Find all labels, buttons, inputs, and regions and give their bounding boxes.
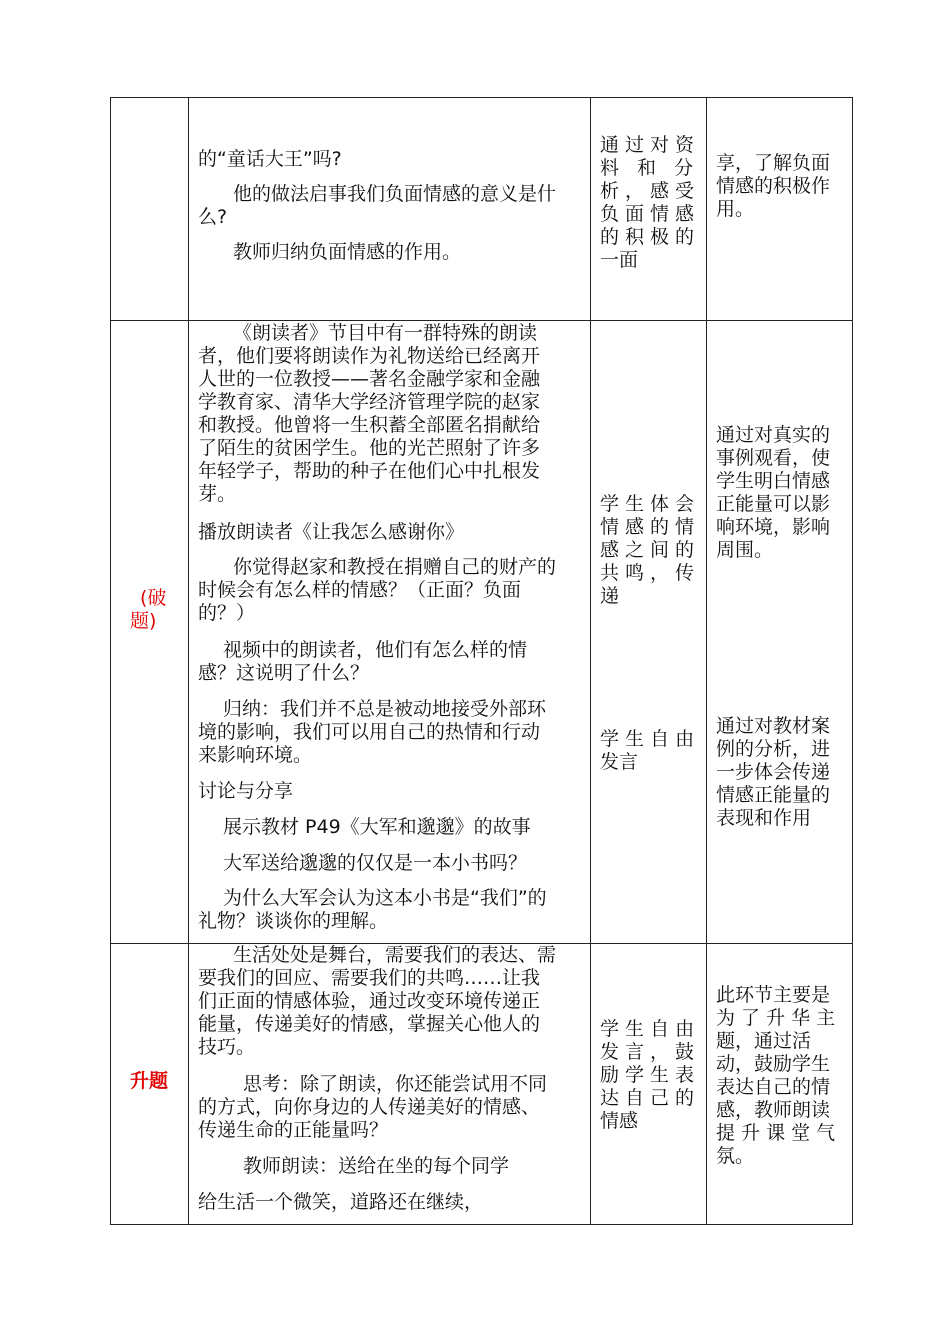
student-line: 感之间的 [600, 539, 701, 561]
intent-line: 题，通过活 [716, 1030, 812, 1052]
content-line: 思考：除了朗读，你还能尝试用不同 [243, 1073, 548, 1095]
content-line: 人世的一位教授——著名金融学家和金融 [198, 368, 541, 390]
content-line: 者，他们要将朗读作为礼物送给已经离开 [198, 345, 541, 367]
intent-line: 表现和作用 [716, 807, 812, 829]
col-divider-2 [590, 97, 591, 1225]
content-line: 的方式，向你身边的人传递美好的情感、 [198, 1096, 541, 1118]
content-line: 感？这说明了什么？ [198, 662, 370, 684]
intent-line: 事例观看，使 [716, 447, 831, 469]
content-line: 了陌生的贫困学生。他的光芒照射了许多 [198, 437, 541, 459]
student-line: 励学生表 [600, 1064, 701, 1086]
intent-line: 通过对教材案 [716, 715, 831, 737]
student-line: 递 [600, 585, 620, 607]
intent-line: 动，鼓励学生 [716, 1053, 831, 1075]
content-line: 给生活一个微笑，道路还在继续， [198, 1191, 484, 1213]
intent-line: 用。 [716, 198, 755, 220]
content-line: 的“童话大王”吗? [198, 148, 342, 170]
intent-line: 氛。 [716, 1145, 755, 1167]
content-line: 么? [198, 206, 228, 228]
intent-line: 享，了解负面 [716, 152, 831, 174]
table-border-bottom [110, 1224, 853, 1225]
content-line: 教师归纳负面情感的作用。 [233, 241, 462, 263]
content-line: 视频中的朗读者，他们有怎么样的情 [223, 639, 528, 661]
student-line: 情感 [600, 1110, 639, 1132]
content-line: 芽。 [198, 483, 237, 505]
student-line: 负面情感 [600, 203, 701, 225]
student-line: 通过对资 [600, 134, 701, 156]
student-line: 学 生 自 由 [600, 1018, 695, 1040]
content-line: 技巧。 [198, 1036, 256, 1058]
content-line: 为什么大军会认为这本小书是“我们”的 [223, 887, 547, 909]
content-line: 学教育家、清华大学经济管理学院的赵家 [198, 391, 541, 413]
stage-label: (破 [140, 587, 167, 609]
student-line: 发言 [600, 751, 639, 773]
intent-line: 正能量可以影 [716, 493, 831, 515]
intent-line: 此环节主要是 [716, 984, 831, 1006]
student-line: 共鸣，传 [600, 562, 701, 584]
student-line: 料 和 分 [600, 157, 700, 179]
table-border-top [110, 97, 853, 98]
content-line: 播放朗读者《让我怎么感谢你》 [198, 521, 465, 543]
student-line: 析，感受 [600, 180, 701, 202]
intent-line: 情感的积极作 [716, 175, 831, 197]
content-line: 《朗读者》节目中有一群特殊的朗读 [233, 322, 538, 344]
content-line: 的？） [198, 602, 256, 624]
student-line: 发言，鼓 [600, 1041, 701, 1063]
intent-line: 响环境，影响 [716, 516, 831, 538]
intent-line: 感，教师朗读 [716, 1099, 831, 1121]
col-divider-1 [188, 97, 189, 1225]
student-line: 达自己的 [600, 1087, 701, 1109]
intent-line: 周围。 [716, 539, 774, 561]
content-line: 境的影响，我们可以用自己的热情和行动 [198, 721, 541, 743]
intent-line: 一步体会传递 [716, 761, 831, 783]
intent-line: 情感正能量的 [716, 784, 831, 806]
content-line: 生活处处是舞台，需要我们的表达、需 [233, 944, 557, 966]
content-line: 要我们的回应、需要我们的共鸣……让我 [198, 967, 541, 989]
student-line: 情感的情 [600, 516, 701, 538]
intent-line: 为 了 升 华 主 [716, 1007, 836, 1029]
row-divider-1 [110, 320, 853, 321]
col-divider-0 [110, 97, 111, 1225]
content-line: 年轻学子，帮助的种子在他们心中扎根发 [198, 460, 541, 482]
intent-line: 表达自己的情 [716, 1076, 831, 1098]
content-line: 你觉得赵家和教授在捐赠自己的财产的 [233, 556, 557, 578]
student-line: 的积极的 [600, 226, 701, 248]
stage-label: 题) [130, 610, 157, 632]
intent-line: 学生明白情感 [716, 470, 831, 492]
student-line: 学 生 自 由 [600, 728, 695, 750]
stage-label: 升题 [130, 1070, 169, 1092]
col-divider-4 [852, 97, 853, 1225]
content-line: 讨论与分享 [198, 780, 294, 802]
content-line: 能量，传递美好的情感，掌握关心他人的 [198, 1013, 541, 1035]
col-divider-3 [706, 97, 707, 1225]
content-line: 归纳：我们并不总是被动地接受外部环 [223, 698, 547, 720]
student-line: 一面 [600, 249, 639, 271]
content-line: 传递生命的正能量吗？ [198, 1119, 389, 1141]
content-line: 们正面的情感体验，通过改变环境传递正 [198, 990, 541, 1012]
content-line: 时候会有怎么样的情感？（正面？负面 [198, 579, 522, 601]
content-line: 礼物？谈谈你的理解。 [198, 910, 389, 932]
content-line: 他的做法启事我们负面情感的意义是什 [233, 183, 557, 205]
intent-line: 提 升 课 堂 气 [716, 1122, 836, 1144]
content-line: 和教授。他曾将一生积蓄全部匿名捐献给 [198, 414, 541, 436]
content-line: 展示教材 P49《大军和邈邈》的故事 [223, 816, 531, 838]
student-line: 学生体会 [600, 493, 701, 515]
intent-line: 例的分析，进 [716, 738, 831, 760]
content-line: 教师朗读：送给在坐的每个同学 [243, 1155, 510, 1177]
content-line: 来影响环境。 [198, 744, 313, 766]
intent-line: 通过对真实的 [716, 424, 831, 446]
content-line: 大军送给邈邈的仅仅是一本小书吗？ [223, 852, 528, 874]
